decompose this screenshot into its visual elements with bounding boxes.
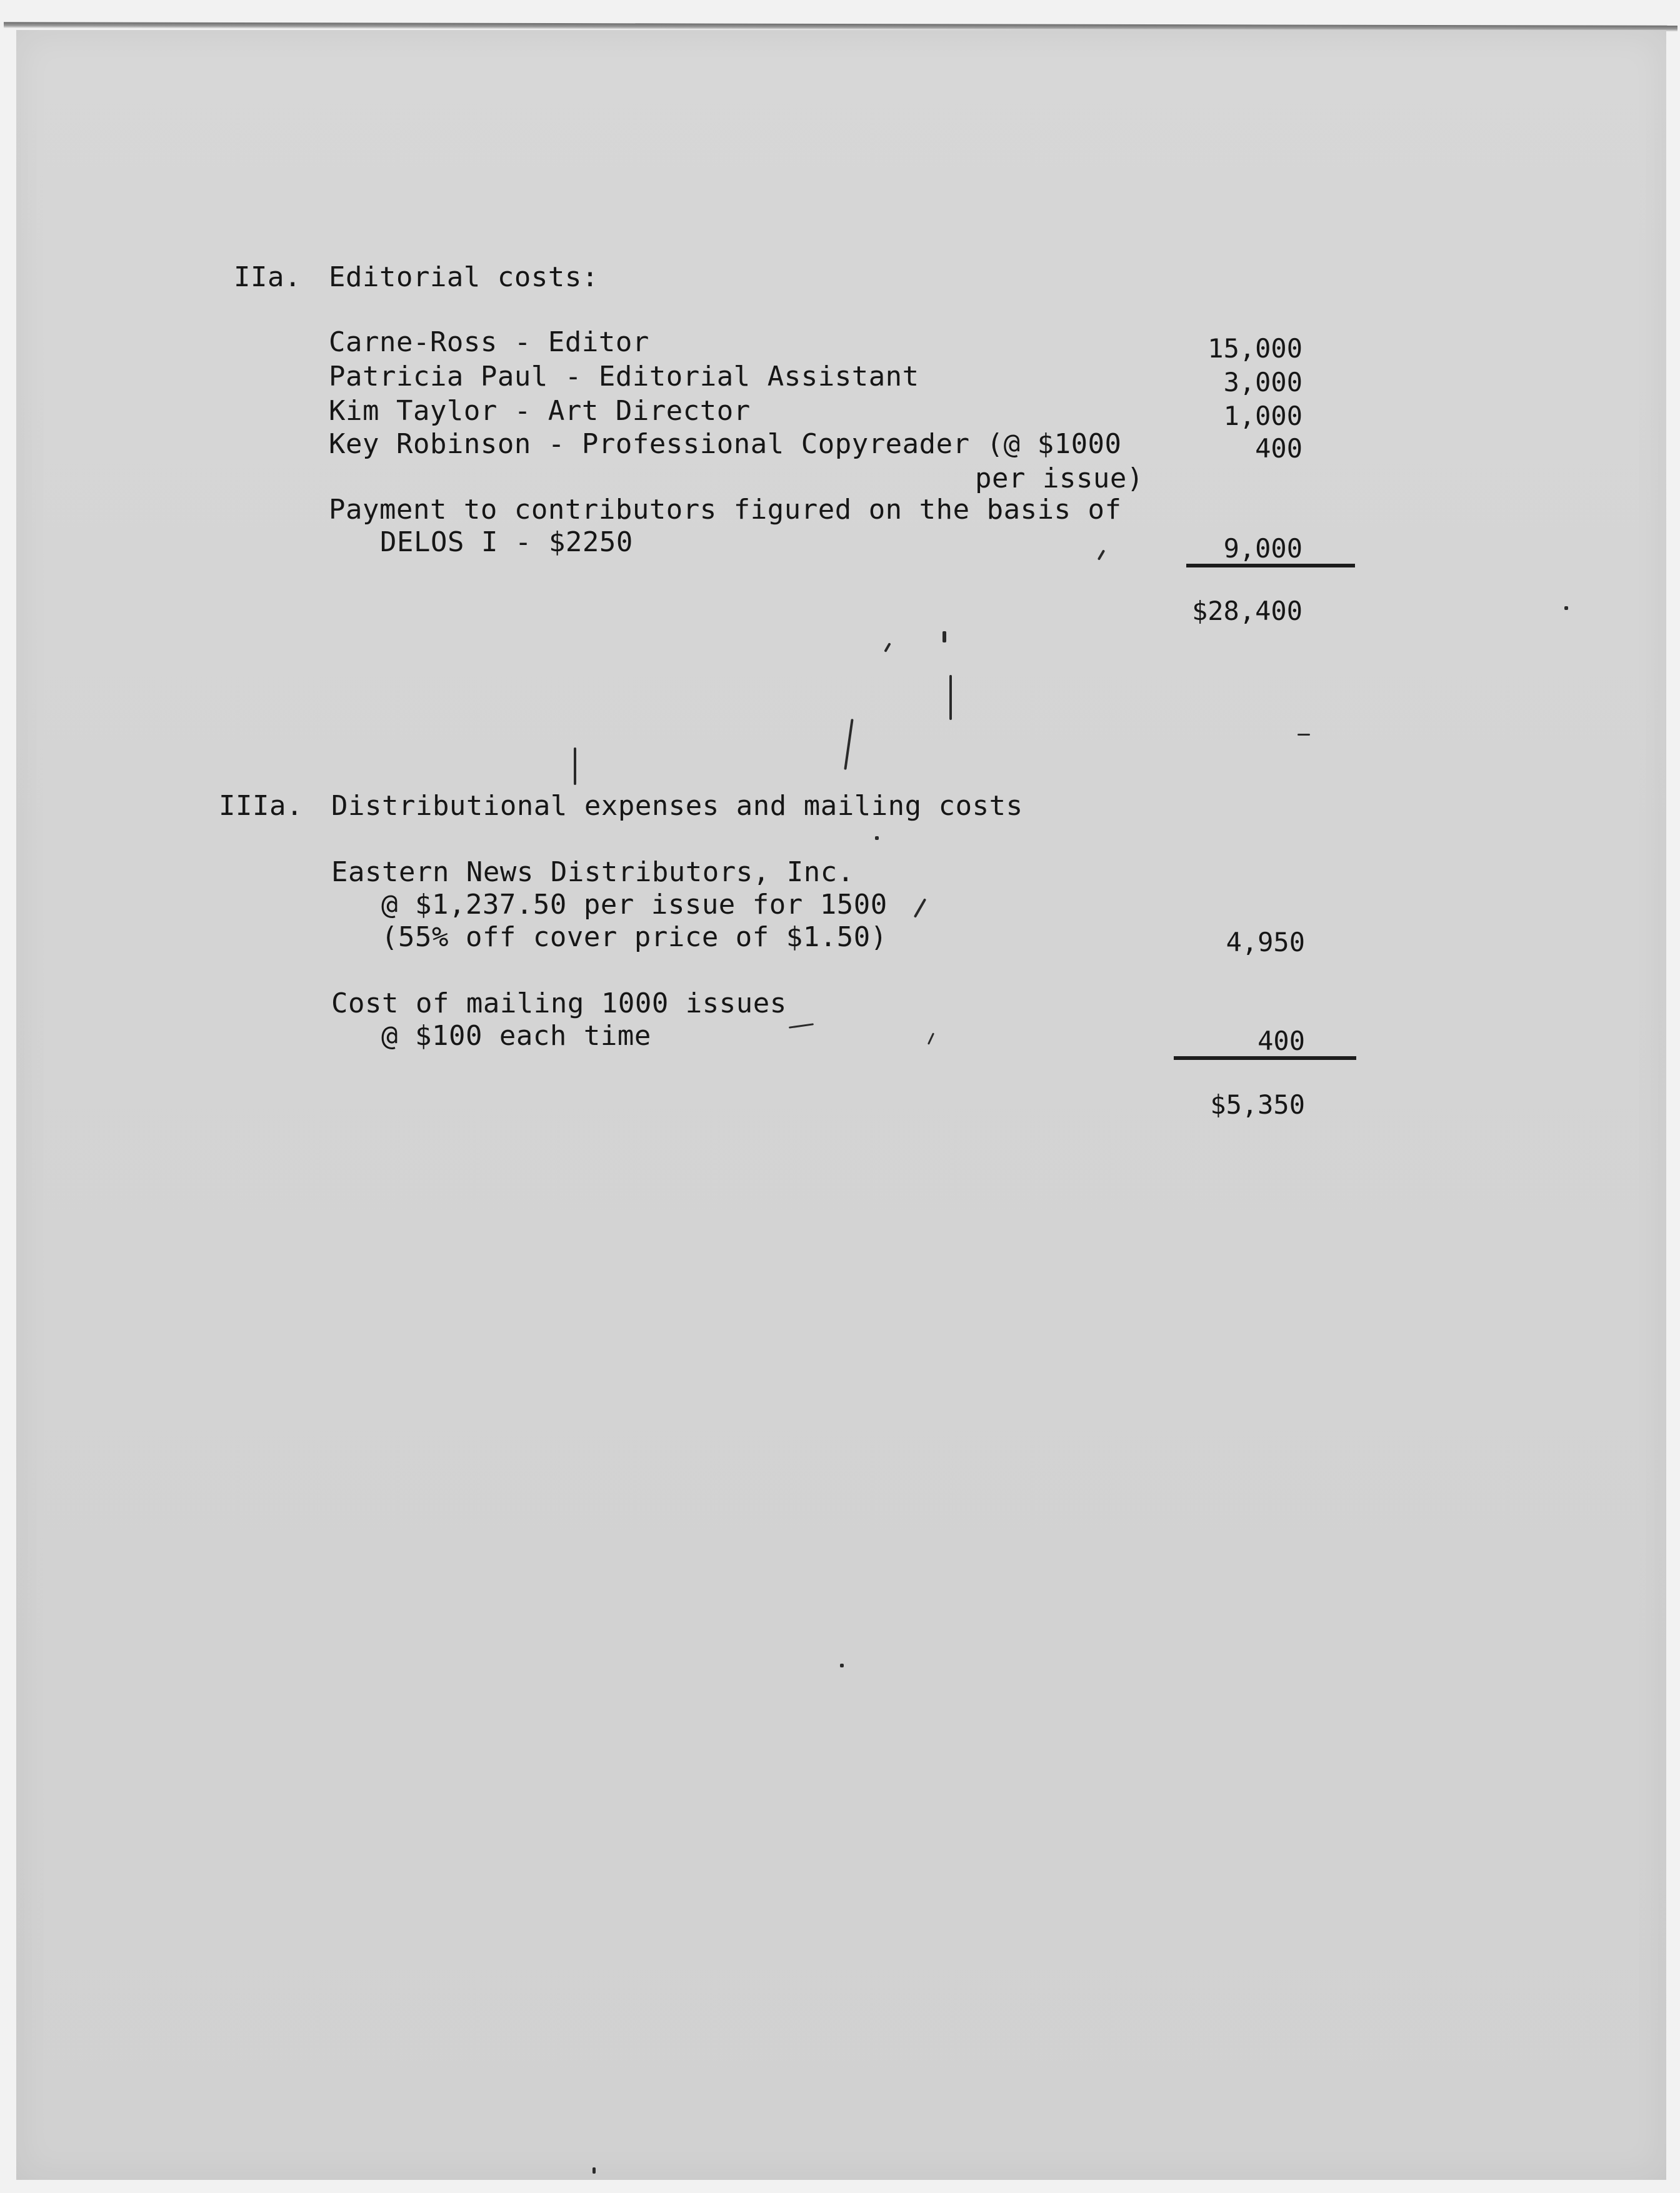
section-number: IIa. (234, 261, 301, 293)
line-item-amount: 3,000 (1223, 367, 1302, 397)
line-item-label: Patricia Paul - Editorial Assistant (329, 361, 919, 392)
line-item-amount: 15,000 (1208, 333, 1302, 364)
distributor-name: Eastern News Distributors, Inc. (331, 856, 854, 888)
contributors-label: Payment to contributors figured on the basis of (329, 494, 1122, 526)
section-heading: Distributional expenses and mailing costs (331, 790, 1023, 822)
contributors-basis: DELOS I - $2250 (380, 526, 633, 558)
line-item-label: Key Robinson - Professional Copyreader (@ $1000 (329, 428, 1122, 460)
contributors-amount: 9,000 (1223, 533, 1302, 564)
line-item-label-continuation: per issue) (975, 462, 1144, 494)
scan-mark (949, 675, 952, 720)
scan-mark (1564, 606, 1568, 610)
distributor-discount: (55% off cover price of $1.50) (381, 921, 888, 953)
line-item-amount: 400 (1255, 433, 1302, 464)
section-number: IIIa. (219, 790, 303, 822)
section-total: $28,400 (1191, 596, 1302, 626)
distributor-amount: 4,950 (1226, 927, 1305, 957)
scan-mark (942, 631, 946, 642)
line-item-amount: 1,000 (1223, 401, 1302, 431)
distributor-rate: @ $1,237.50 per issue for 1500 (381, 889, 888, 921)
document-page (16, 30, 1666, 2180)
scan-mark (840, 1664, 844, 1667)
scan-mark (574, 747, 576, 785)
mailing-rate: @ $100 each time (381, 1020, 651, 1052)
scan-mark (875, 836, 879, 840)
subtotal-rule (1174, 1056, 1356, 1060)
line-item-label: Carne-Ross - Editor (329, 326, 649, 358)
line-item-label: Kim Taylor - Art Director (329, 395, 751, 427)
scan-mark (1298, 734, 1310, 736)
scan-mark (592, 2167, 596, 2174)
section-heading: Editorial costs: (329, 261, 599, 293)
mailing-label: Cost of mailing 1000 issues (331, 987, 787, 1019)
section-total: $5,350 (1210, 1089, 1305, 1120)
subtotal-rule (1186, 564, 1355, 567)
mailing-amount: 400 (1258, 1026, 1305, 1056)
